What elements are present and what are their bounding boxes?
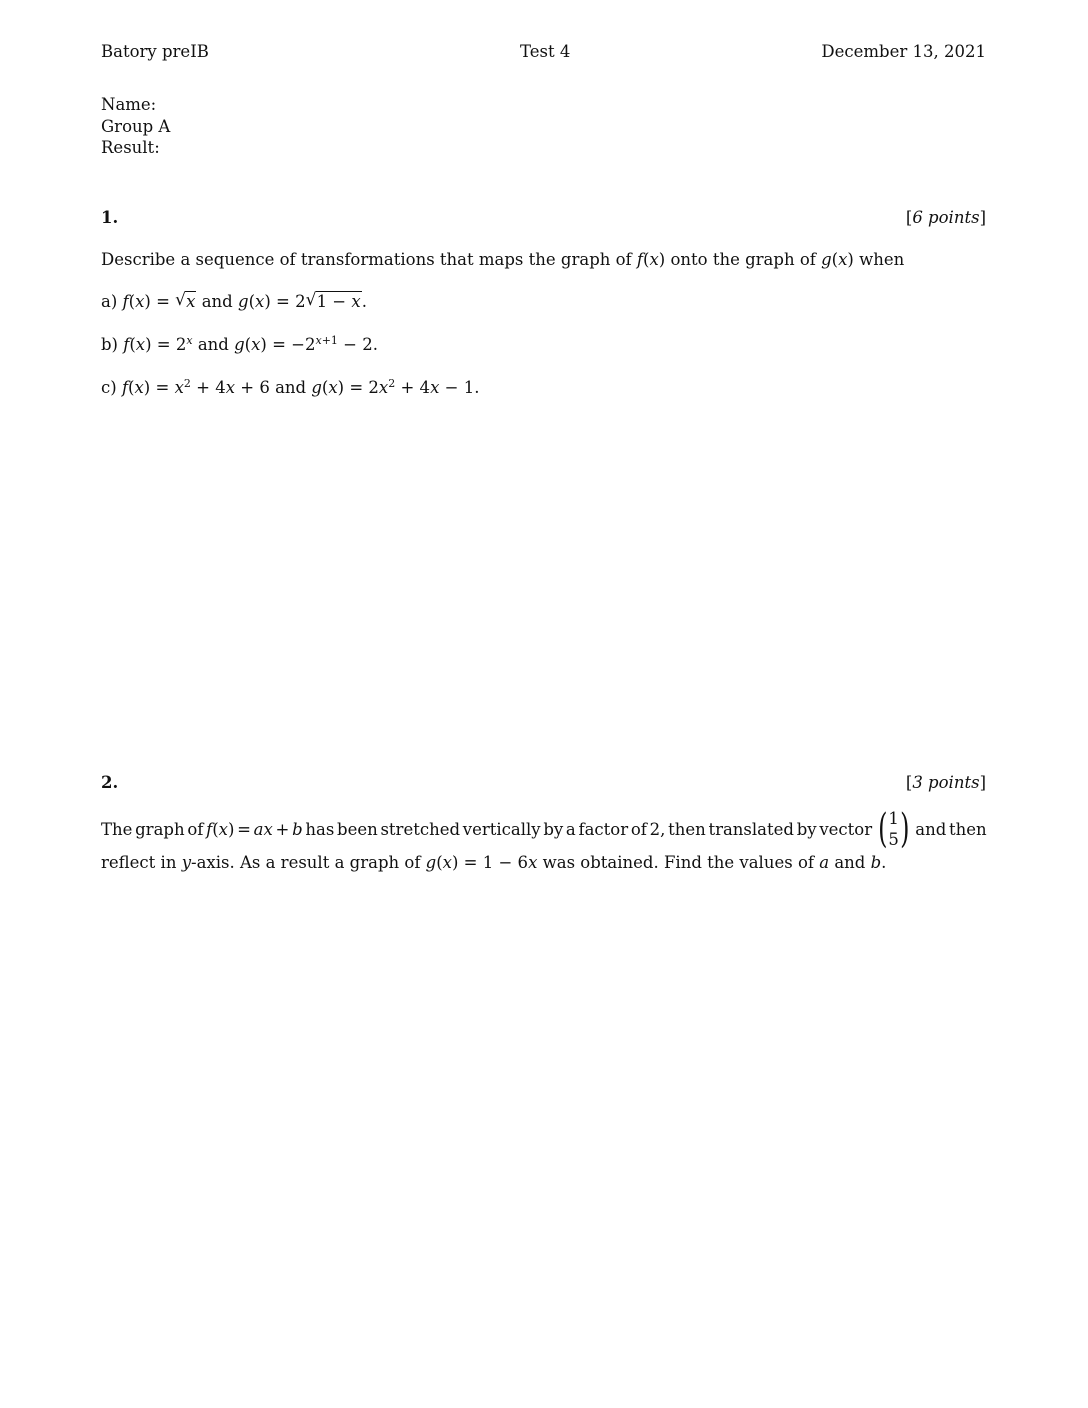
question-1-part-a: a) f(x) = √ x and g(x) = 2√ 1 − x. (101, 292, 367, 311)
question-1-number: 1. (101, 208, 119, 227)
student-info (101, 94, 170, 159)
question-1-part-c: c) $f(x) = x^2 + 4x + 6$ and $g(x) = 2x^2 + 4x - 1$. (101, 376, 480, 397)
question-2-points-text: 3 points (912, 773, 980, 792)
group-label: Group A (101, 116, 171, 136)
translation-vector: ( 1 5 ) (877, 806, 910, 852)
result-label: Result: (101, 138, 160, 157)
name-label: Name: (101, 95, 157, 114)
question-2-number: 2. (101, 773, 119, 792)
question-1-points-text: 6 points (912, 208, 980, 227)
header-school: Batory preIB (101, 42, 209, 61)
question-1-points: [6 points] (905, 208, 986, 227)
question-1-intro: Describe a sequence of transformations that maps the graph of f(x) onto the graph of g(x) when (101, 250, 905, 269)
vector-bottom: 5 (888, 830, 899, 849)
header-date: December 13, 2021 (821, 42, 986, 61)
question-2-text-line-1: The graph of f(x) = ax + b has been stretched vertically by a factor of 2, then translated by vector ( 1 5 ) and then (101, 806, 987, 852)
vector-top: 1 (888, 809, 899, 828)
header-test: Test 4 (520, 42, 571, 61)
question-2-points: [3 points] (905, 773, 986, 792)
question-2-text-line-2: reflect in y-axis. As a result a graph of g(x) = 1 − 6x was obtained. Find the values of a and b. (101, 853, 887, 872)
question-1-part-b: b) $f(x) = 2^x$ and $g(x) = -2^{x+1} - 2$. (101, 333, 378, 354)
